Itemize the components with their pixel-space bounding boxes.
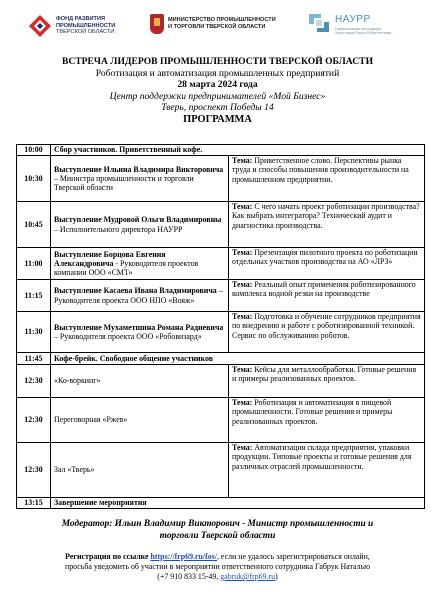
ministry-logo-line1: МИНИСТЕРСТВО ПРОМЫШЛЕННОСТИ [168,17,276,24]
topic-text: С чего начать проект роботизации производства? Как выбрать интегратора? Технический аудит и диагностика производства. [232,202,420,230]
table-row [17,145,425,156]
topic-label: Тема: [232,156,253,165]
table-row [17,365,425,398]
table-row [17,248,425,280]
topic-label: Тема: [232,312,253,321]
topic-cell [229,365,425,398]
table-row [17,280,425,312]
topic-cell [229,398,425,443]
speaker-name: Выступление Ильина Владимира Викторовича [54,164,224,174]
topic-label: Тема: [232,202,253,211]
registration-note [0,552,435,582]
row-time: 12:30 [17,398,51,443]
contact-phone: (+7 910 833 15-49, [157,572,219,581]
speaker-cell [51,248,229,280]
speaker-role: – Руководителя проекта ООО НПО «Вояж» [54,286,223,305]
contact-close: ) [275,572,278,581]
topic-text: Роботизация и автоматизация в пищевой промышленности. Готовые решения и примеры реализованных проектов. [232,398,393,426]
fund-logo-line1: ФОНД РАЗВИТИЯ [56,16,106,23]
registration-label: Регистрация по ссылке [65,552,149,561]
table-row [17,353,425,365]
topic-label: Тема: [232,280,253,289]
hall-cell: «Ко-воркинг» [51,365,229,398]
naurr-logo-sub1: Национальная Ассоциация [335,27,381,31]
event-header [0,56,435,126]
registration-tail: , если не удалось зарегистрироваться онлайн, [216,552,370,561]
topic-cell [229,248,425,280]
topic-text: Презентация пилотного проекта по роботизации отдельных участков производства на АО «ЛРЗ» [232,248,418,267]
naurr-logo-sub2: Участников Рынка Робототехники [335,31,392,36]
speaker-role: - Руководителя проектов компании ООО «СМТ» [54,258,199,278]
topic-text: Кейсы для металлообработки. Готовые решения и примеры реализованных проектов. [232,365,417,384]
fund-logo-line3: ТВЕРСКОЙ ОБЛАСТИ [56,29,115,36]
speaker-cell [51,156,229,202]
table-row [17,443,425,498]
row-time: 13:15 [17,498,51,509]
fund-logo-line2: ПРОМЫШЛЕННОСТИ [56,22,116,29]
speaker-name: Выступление Мухаметшина Романа Радиевича [54,322,224,332]
registration-link[interactable]: https://frp69.ru/fos/ [150,552,217,561]
registration-line2: просьба уведомить об участии в мероприятии ответственного сотрудника Габрук Наталью [65,562,370,571]
row-time: 10:45 [17,202,51,248]
row-time: 11:00 [17,248,51,280]
table-row [17,498,425,509]
contact-email-link[interactable]: gabruk@frp69.ru [220,572,276,581]
topic-cell [229,280,425,312]
speaker-cell [51,312,229,353]
table-row [17,398,425,443]
speaker-name: Выступление Касаева Ивана Владимировича [54,286,217,296]
row-time: 10:30 [17,156,51,202]
row-time: 11:30 [17,312,51,353]
row-time: 10:00 [17,145,51,156]
moderator-note [0,518,435,542]
event-title: ВСТРЕЧА ЛИДЕРОВ ПРОМЫШЛЕННОСТИ ТВЕРСКОЙ ОБЛАСТИ [61,56,374,67]
topic-label: Тема: [232,365,253,374]
logo-bar [0,10,435,46]
ministry-logo [150,14,276,34]
topic-label: Тема: [232,443,253,452]
row-time: 11:15 [17,280,51,312]
row-time: 12:30 [17,443,51,498]
row-text: Сбор участников. Приветственный кофе. [51,145,425,156]
row-time: 12:30 [17,365,51,398]
event-venue: Центр поддержки предпринимателей «Мой Бизнес» [109,90,326,102]
moderator-line2: торговли Тверской области [159,531,276,541]
speaker-role: – Министра промышленности и торговли Тверской области [54,173,194,193]
row-text: Завершение мероприятия [51,498,425,509]
ministry-logo-line2: И ТОРГОВЛИ ТВЕРСКОЙ ОБЛАСТИ [168,24,266,30]
speaker-cell [51,280,229,312]
fund-logo-icon [28,14,52,38]
speaker-role: – Руководителя проекта ООО «Робовизард» [54,332,202,341]
topic-text: Автоматизация склада предприятия, упаковки продукции. Типовые проекты и готовые решения для различных отраслей промышленности. [232,443,412,471]
naurr-logo-name: НАУРР [335,14,371,25]
table-row [17,156,425,202]
speaker-name: Выступление Мудровой Ольги Владимировны [54,215,222,225]
speaker-name: Выступление Борцова Евгения Александровича [54,249,166,268]
topic-text: Приветственное слово. Перспективы рынка труда и способы повышения производительности на промышленном предприятии. [232,156,409,184]
table-row [17,312,425,353]
hall-cell: Переговорная «Ржев» [51,398,229,443]
speaker-role: – Исполнительного директора НАУРР [54,224,183,234]
event-subtitle: Роботизация и автоматизация промышленных предприятий [95,67,340,79]
row-text: Кофе-брейк. Свободное общение участников [51,353,425,365]
program-heading: ПРОГРАММА [183,113,252,125]
topic-text: Реальный опыт применения роботизированного комплекса водной резки на производстве [232,280,416,299]
hall-cell: Зал «Тверь» [51,443,229,498]
event-date: 28 марта 2024 года [177,79,258,90]
moderator-line1: Модератор: Ильин Владимир Викторович - Министр промышленности и [61,519,374,529]
topic-cell [229,443,425,498]
naurr-logo [306,10,391,36]
event-address: Тверь, проспект Победы 14 [161,102,274,113]
topic-cell [229,156,425,202]
row-time: 11:45 [17,353,51,365]
topic-cell [229,202,425,248]
fund-logo [28,14,115,38]
topic-label: Тема: [232,398,253,407]
naurr-logo-icon [306,10,332,36]
program-table [16,144,425,509]
tver-crest-icon [150,14,164,34]
table-row [17,202,425,248]
topic-label: Тема: [232,248,253,257]
topic-cell [229,312,425,353]
speaker-cell [51,202,229,248]
topic-text: Подготовка и обучение сотрудников предприятия по внедрению и работе с роботизированной техникой. Сервис по обслуживанию роботов. [232,312,421,340]
